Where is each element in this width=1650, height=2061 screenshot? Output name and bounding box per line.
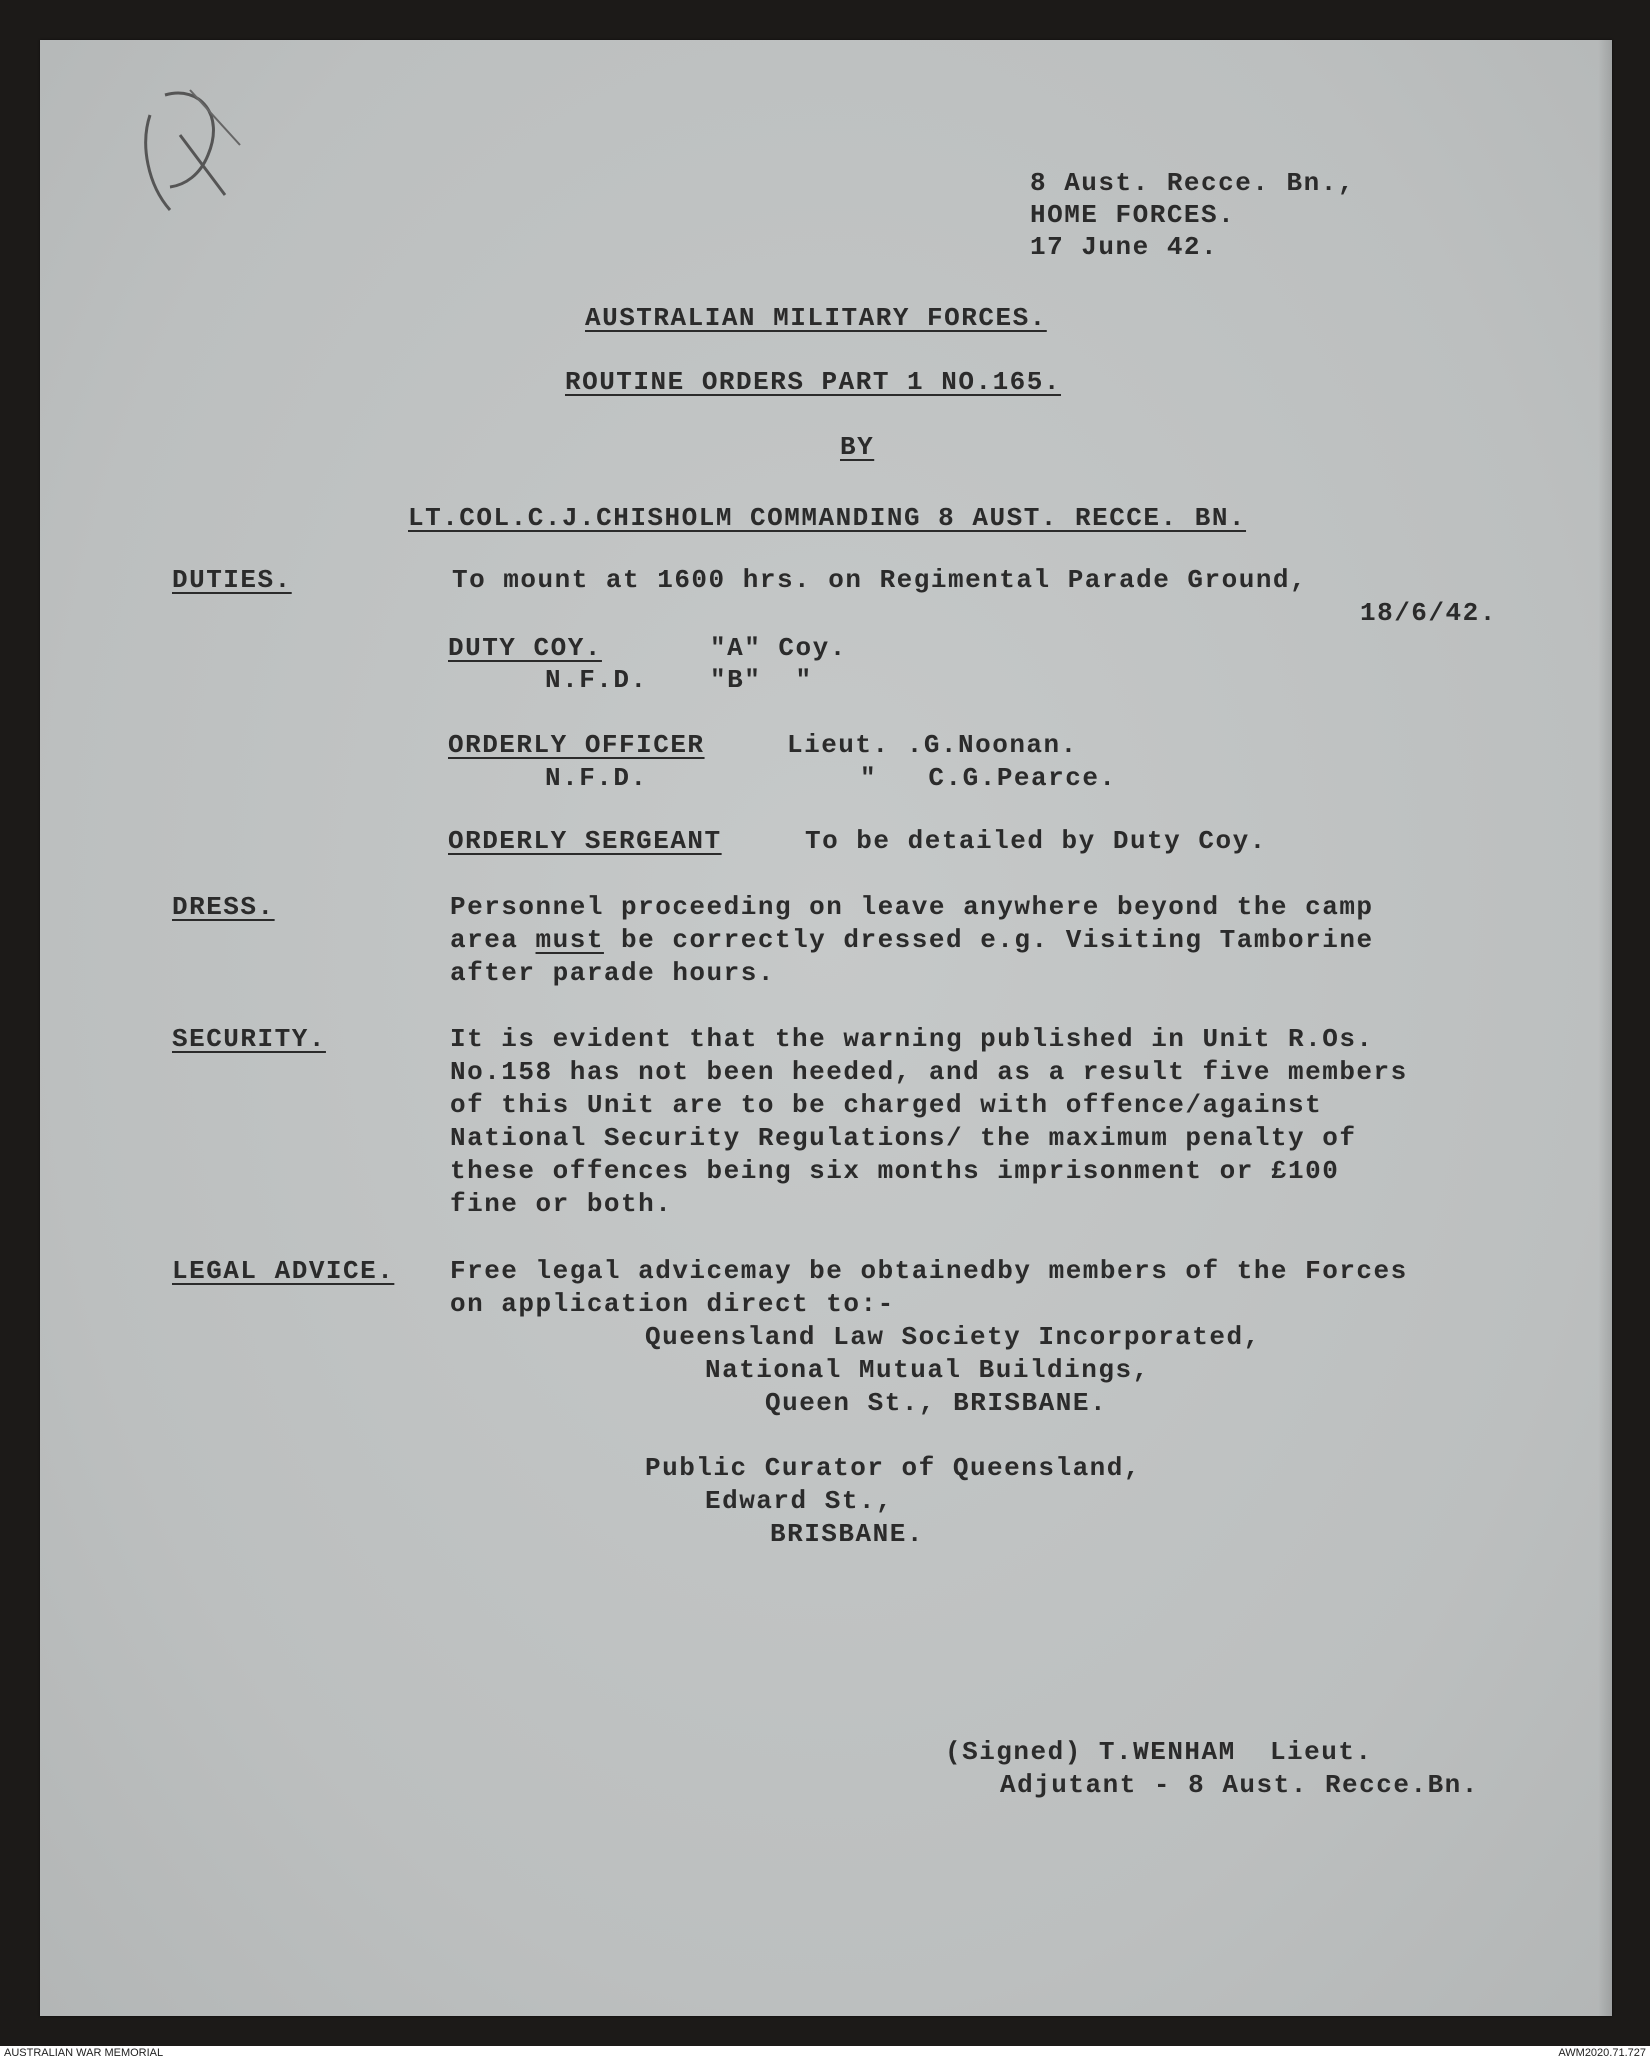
signature-line-2: Adjutant - 8 Aust. Recce.Bn. <box>1000 1770 1479 1800</box>
header-date: 17 June 42. <box>1030 232 1219 262</box>
security-line-1: It is evident that the warning published in Unit R.Os. <box>450 1024 1374 1054</box>
title-routine-orders: ROUTINE ORDERS PART 1 NO.165. <box>565 367 1061 397</box>
dress-heading: DRESS. <box>172 892 275 922</box>
legal-address-2-line-3: BRISBANE. <box>770 1519 924 1549</box>
signature-line-1: (Signed) T.WENHAM Lieut. <box>945 1737 1373 1767</box>
dress-line-2-pre: area <box>450 925 536 955</box>
title-by: BY <box>840 432 875 462</box>
duties-date: 18/6/42. <box>1360 598 1497 628</box>
title-forces: AUSTRALIAN MILITARY FORCES. <box>585 303 1047 333</box>
dress-line-2-post: be correctly dressed e.g. Visiting Tamborine <box>603 925 1374 955</box>
orderly-sergeant-value: To be detailed by Duty Coy. <box>805 826 1267 856</box>
security-line-5: these offences being six months imprisonment or £100 <box>450 1156 1340 1186</box>
orderly-officer-label: ORDERLY OFFICER <box>448 730 705 760</box>
pencil-annotation-mark <box>130 75 250 225</box>
archive-footer <box>0 2046 1650 2061</box>
legal-address-2-line-2: Edward St., <box>705 1486 894 1516</box>
title-commanding-officer: LT.COL.C.J.CHISHOLM COMMANDING 8 AUST. RECCE. BN. <box>408 503 1247 533</box>
orderly-sergeant-label: ORDERLY SERGEANT <box>448 826 722 856</box>
header-unit: 8 Aust. Recce. Bn., <box>1030 168 1355 198</box>
legal-address-2-line-1: Public Curator of Queensland, <box>645 1453 1141 1483</box>
dress-line-2-emphasis: must <box>535 925 604 955</box>
dress-line-1: Personnel proceeding on leave anywhere beyond the camp <box>450 892 1374 922</box>
security-line-2: No.158 has not been heeded, and as a result five members <box>450 1057 1408 1087</box>
security-line-6: fine or both. <box>450 1189 673 1219</box>
legal-address-1-line-1: Queensland Law Society Incorporated, <box>645 1322 1261 1352</box>
nfd-value-1: "B" " <box>710 665 813 695</box>
dress-line-3: after parade hours. <box>450 958 775 988</box>
footer-institution: AUSTRALIAN WAR MEMORIAL <box>4 2047 164 2059</box>
security-line-4: National Security Regulations/ the maximum penalty of <box>450 1123 1357 1153</box>
legal-address-1-line-3: Queen St., BRISBANE. <box>765 1388 1108 1418</box>
header-forces: HOME FORCES. <box>1030 200 1236 230</box>
legal-heading: LEGAL ADVICE. <box>172 1256 395 1286</box>
duty-coy-label: DUTY COY. <box>448 633 602 663</box>
duty-coy-value: "A" Coy. <box>710 633 847 663</box>
footer-accession-number: AWM2020.71.727 <box>1558 2047 1646 2059</box>
duties-text: To mount at 1600 hrs. on Regimental Parade Ground, <box>452 565 1308 595</box>
nfd-label-1: N.F.D. <box>545 665 648 695</box>
dress-line-2 <box>450 925 1374 955</box>
legal-line-2: on application direct to:- <box>450 1289 895 1319</box>
nfd-label-2: N.F.D. <box>545 763 648 793</box>
legal-address-1-line-2: National Mutual Buildings, <box>705 1355 1150 1385</box>
paper-edge-shadow <box>1598 40 1612 2016</box>
security-line-3: of this Unit are to be charged with offence/against <box>450 1090 1323 1120</box>
nfd-value-2: " C.G.Pearce. <box>860 763 1117 793</box>
legal-line-1: Free legal advicemay be obtainedby members of the Forces <box>450 1256 1408 1286</box>
security-heading: SECURITY. <box>172 1024 326 1054</box>
orderly-officer-value: Lieut. .G.Noonan. <box>787 730 1078 760</box>
duties-heading: DUTIES. <box>172 565 292 595</box>
